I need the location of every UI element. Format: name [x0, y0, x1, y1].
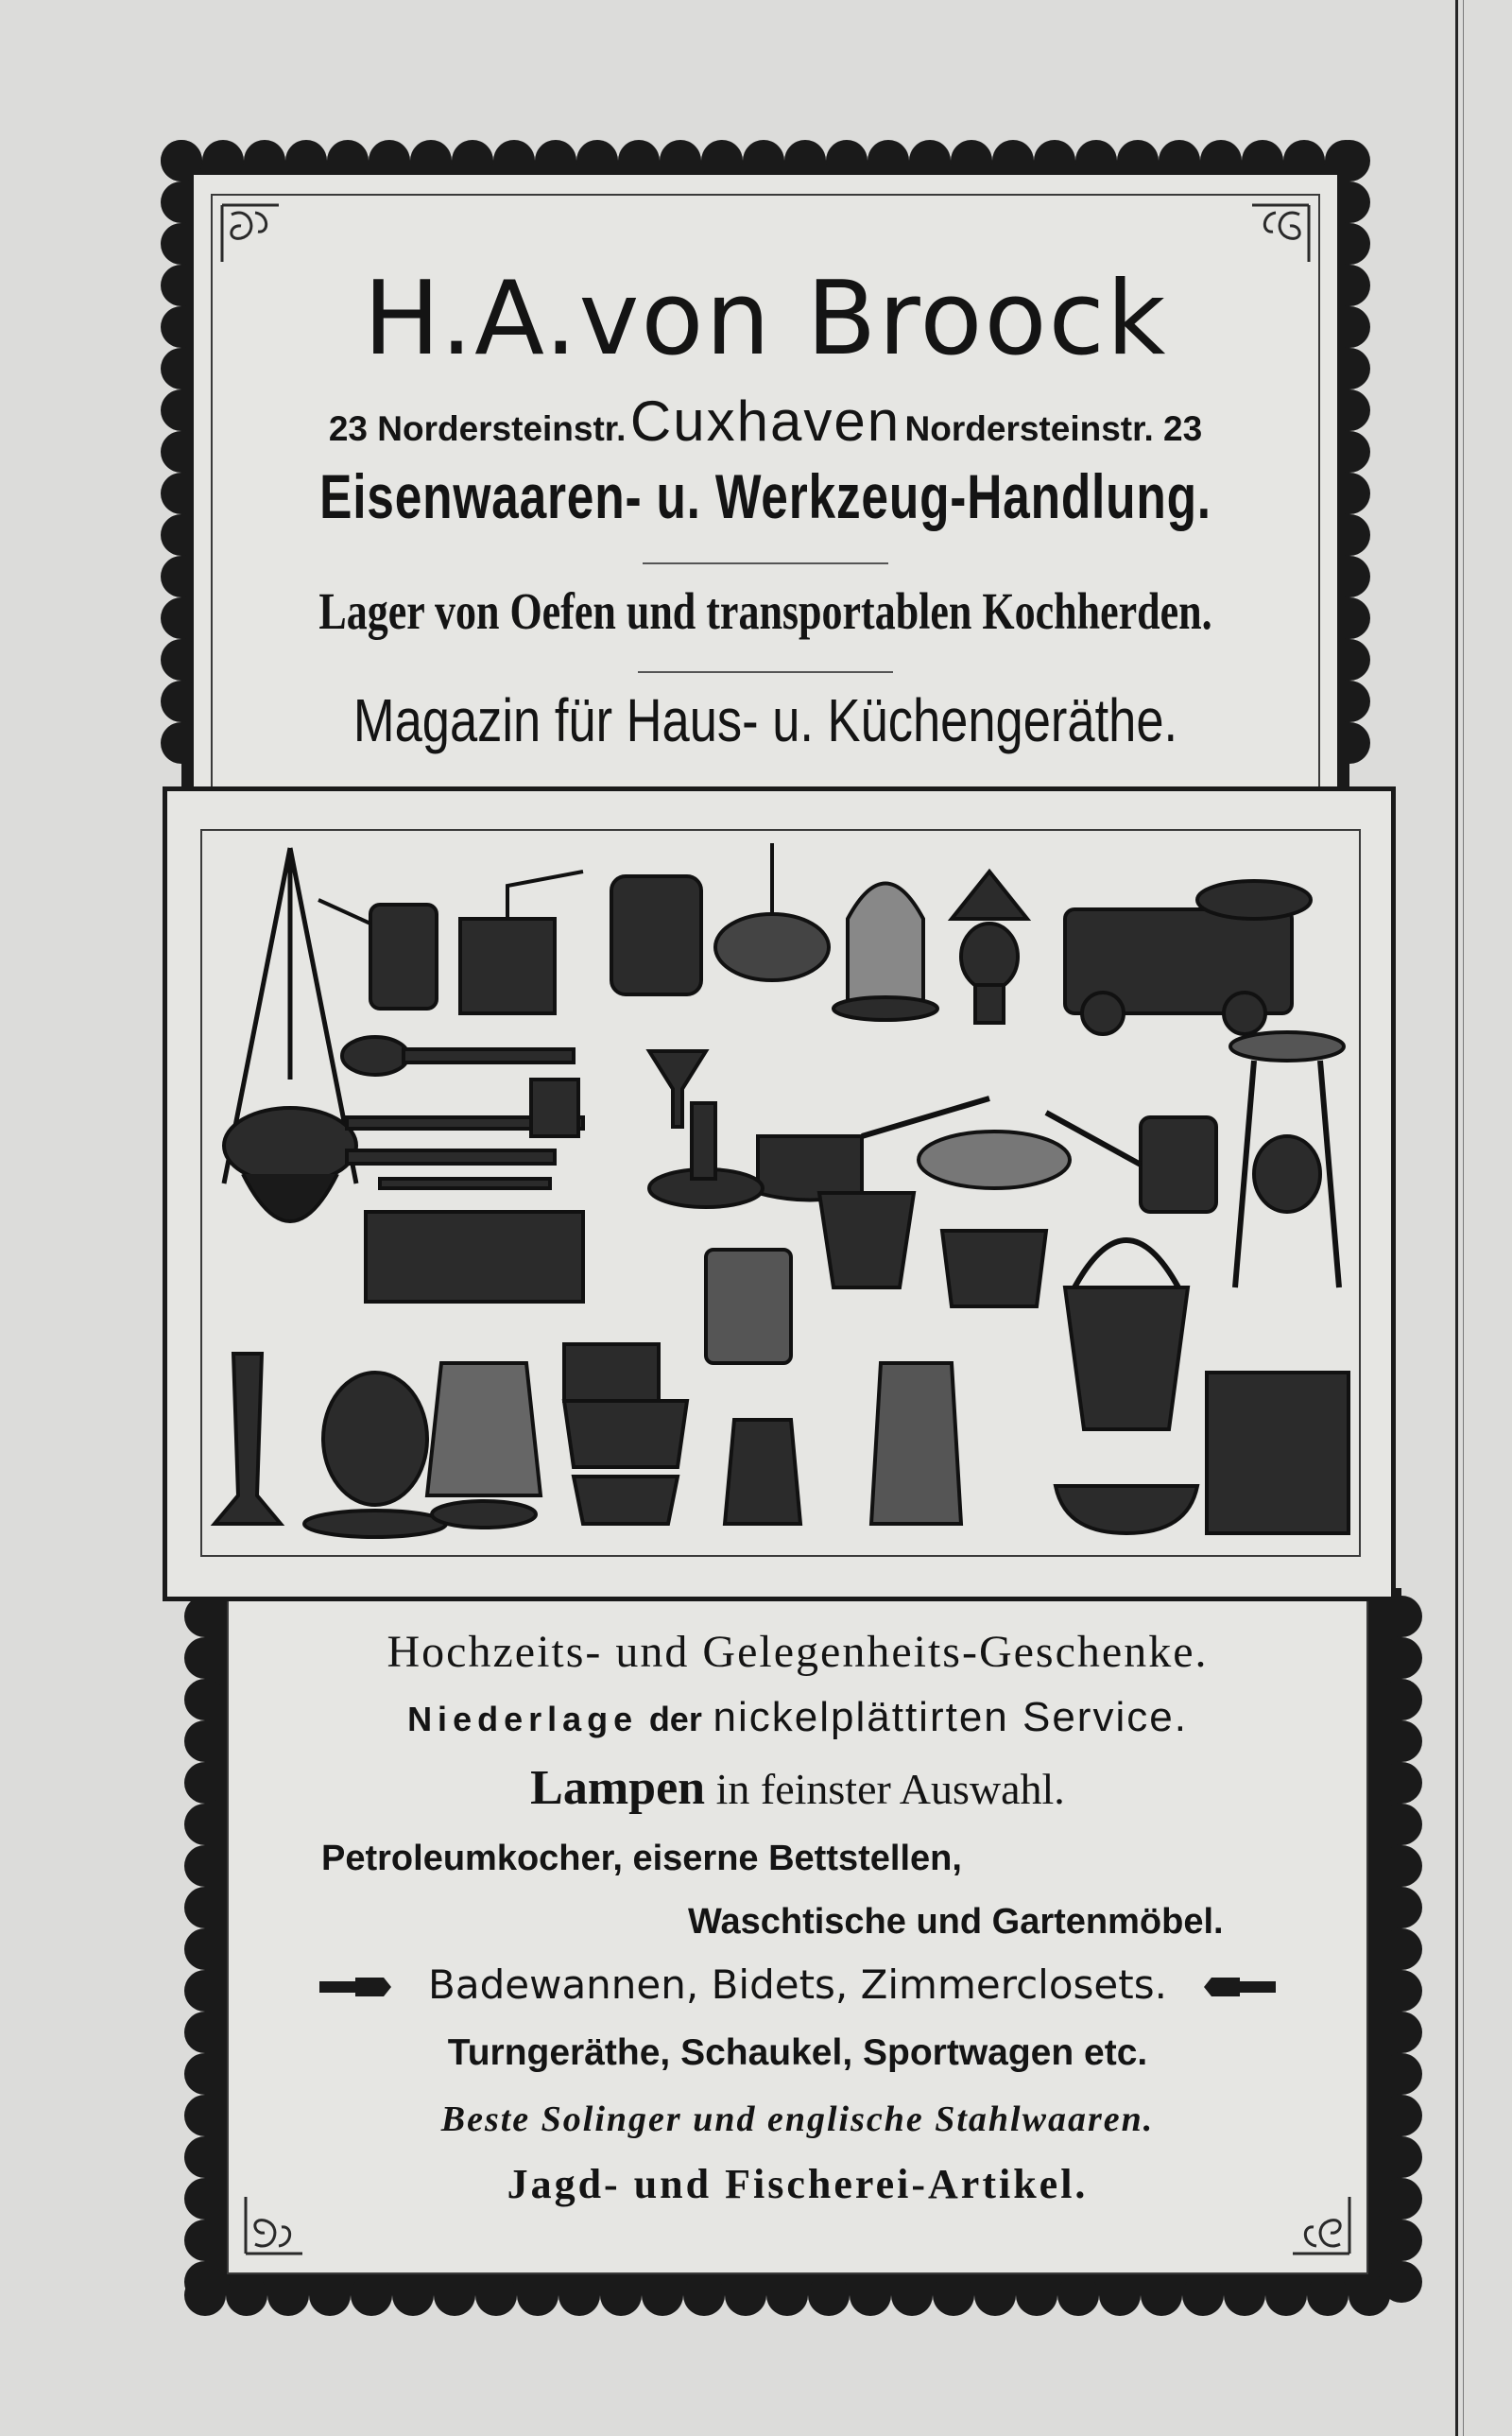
depot-line: [227, 1694, 1368, 1741]
address-right: Nordersteinstr. 23: [904, 409, 1203, 448]
gifts-line: Hochzeits- und Gelegenheits-Geschenke.: [387, 1627, 1209, 1677]
depot-b: der: [648, 1700, 702, 1738]
page-edge: [1455, 0, 1458, 2436]
pointing-hand-icon: [318, 1974, 393, 2002]
depot-c: nickelplättirten Service.: [713, 1694, 1188, 1740]
stock-line: Lager von Oefen und transportablen Kochherden.: [318, 582, 1212, 640]
lamps-line: [227, 1760, 1368, 1816]
pointing-hand-icon: [1202, 1974, 1278, 2002]
shop-line: Magazin für Haus- u. Küchengeräthe.: [352, 686, 1178, 754]
address-left: 23 Nordersteinstr.: [328, 409, 627, 448]
solingen-line: Beste Solinger und englische Stahlwaaren.: [440, 2099, 1155, 2139]
baths-line: [227, 1961, 1368, 2008]
baths-text: Badewannen, Bidets, Zimmerclosets.: [428, 1961, 1167, 2008]
lamps-rest: in feinster Auswahl.: [715, 1765, 1065, 1813]
city-name: Cuxhaven: [629, 389, 902, 453]
offers-text: [227, 0, 1368, 2436]
page-edge-shadow: [1463, 0, 1464, 2436]
lamps-bold: Lampen: [530, 1761, 706, 1815]
petroleum-line: Petroleumkocher, eiserne Bettstellen,: [321, 1839, 962, 1878]
hunting-line: Jagd- und Fischerei-Artikel.: [507, 2161, 1089, 2207]
washstands-line: Waschtische und Gartenmöbel.: [688, 1902, 1224, 1942]
firm-name: H.A.von Broock: [363, 260, 1168, 378]
depot-a: Niederlage: [407, 1700, 639, 1738]
gym-line: Turngeräthe, Schaukel, Sportwagen etc.: [447, 2032, 1148, 2073]
trade-line: Eisenwaaren- u. Werkzeug-Handlung.: [319, 461, 1211, 531]
